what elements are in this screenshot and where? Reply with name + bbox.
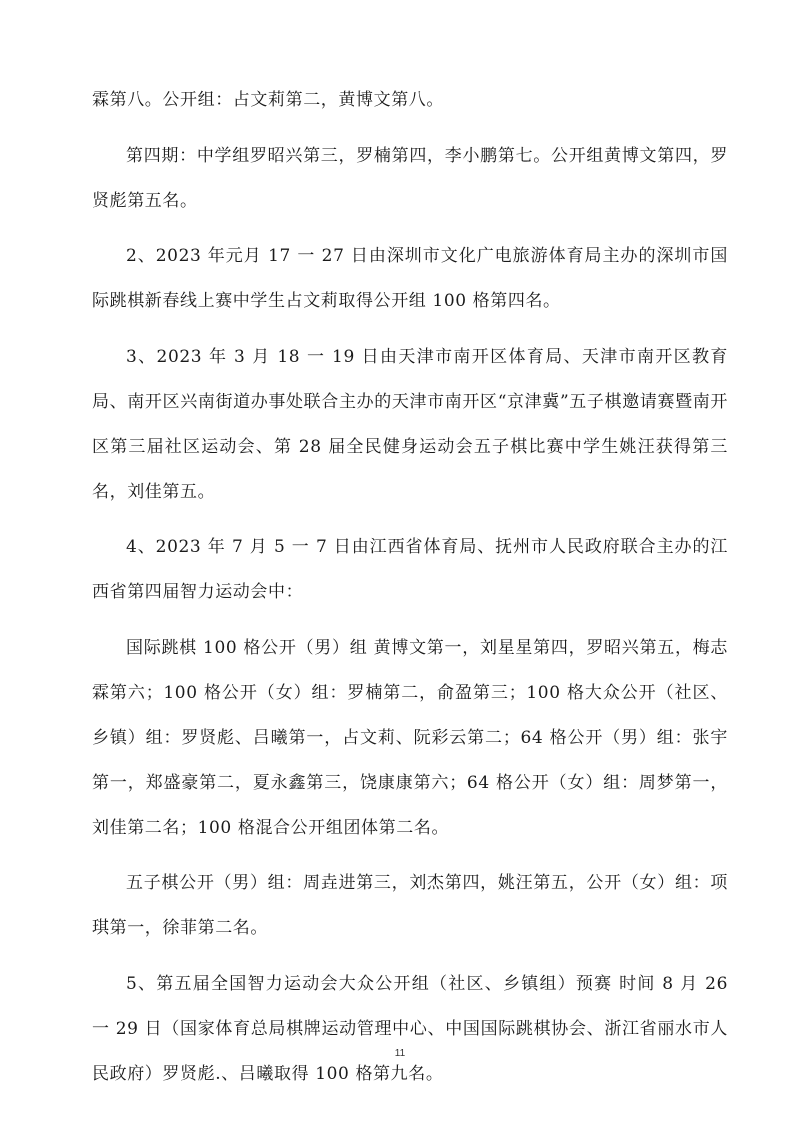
paragraph-draughts-results: 国际跳棋 100 格公开（男）组 黄博文第一，刘星星第四，罗昭兴第五，梅志霖第六；100 格公开（女）组：罗楠第二，俞盈第三；100 格大众公开（社区、乡镇）组：罗贤彪、吕曦第一，占文莉、阮彩云第二；64 格公开（男）组：张宇第一，郑盛豪第二，夏永鑫第三，饶康康第六；64 格公开（女）组：周梦第一，刘佳第二名；100 格混合公开组团体第二名。 bbox=[92, 637, 728, 838]
paragraph-item-5: 5、第五届全国智力运动会大众公开组（社区、乡镇组）预赛 时间 8 月 26 一 29 日（国家体育总局棋牌运动管理中心、中国国际跳棋协会、浙江省丽水市人民政府）罗贤彪.、吕曦取得 100 格第九名。 bbox=[92, 973, 728, 1084]
paragraph-continuation: 霖第八。公开组：占文莉第二，黄博文第八。 bbox=[92, 90, 444, 110]
paragraph-item-2: 2、2023 年元月 17 一 27 日由深圳市文化广电旅游体育局主办的深圳市国际跳棋新春线上赛中学生占文莉取得公开组 100 格第四名。 bbox=[92, 246, 728, 311]
paragraph-phase-four: 第四期：中学组罗昭兴第三，罗楠第四，李小鹏第七。公开组黄博文第四，罗贤彪第五名。 bbox=[92, 145, 728, 211]
document-body bbox=[92, 78, 728, 1107]
page-number: 11 bbox=[394, 1048, 406, 1059]
paragraph-item-4: 4、2023 年 7 月 5 一 7 日由江西省体育局、抚州市人民政府联合主办的江西省第四届智力运动会中： bbox=[92, 537, 728, 602]
paragraph-gomoku-results: 五子棋公开（男）组：周垚进第三，刘杰第四，姚汪第五，公开（女）组：项琪第一，徐菲第二名。 bbox=[92, 873, 728, 938]
paragraph-item-3: 3、2023 年 3 月 18 一 19 日由天津市南开区体育局、天津市南开区教育局、南开区兴南街道办事处联合主办的天津市南开区“京津冀”五子棋邀请赛暨南开区第三届社区运动会、第 28 届全民健身运动会五子棋比赛中学生姚汪获得第三名，刘佳第五。 bbox=[92, 346, 728, 502]
